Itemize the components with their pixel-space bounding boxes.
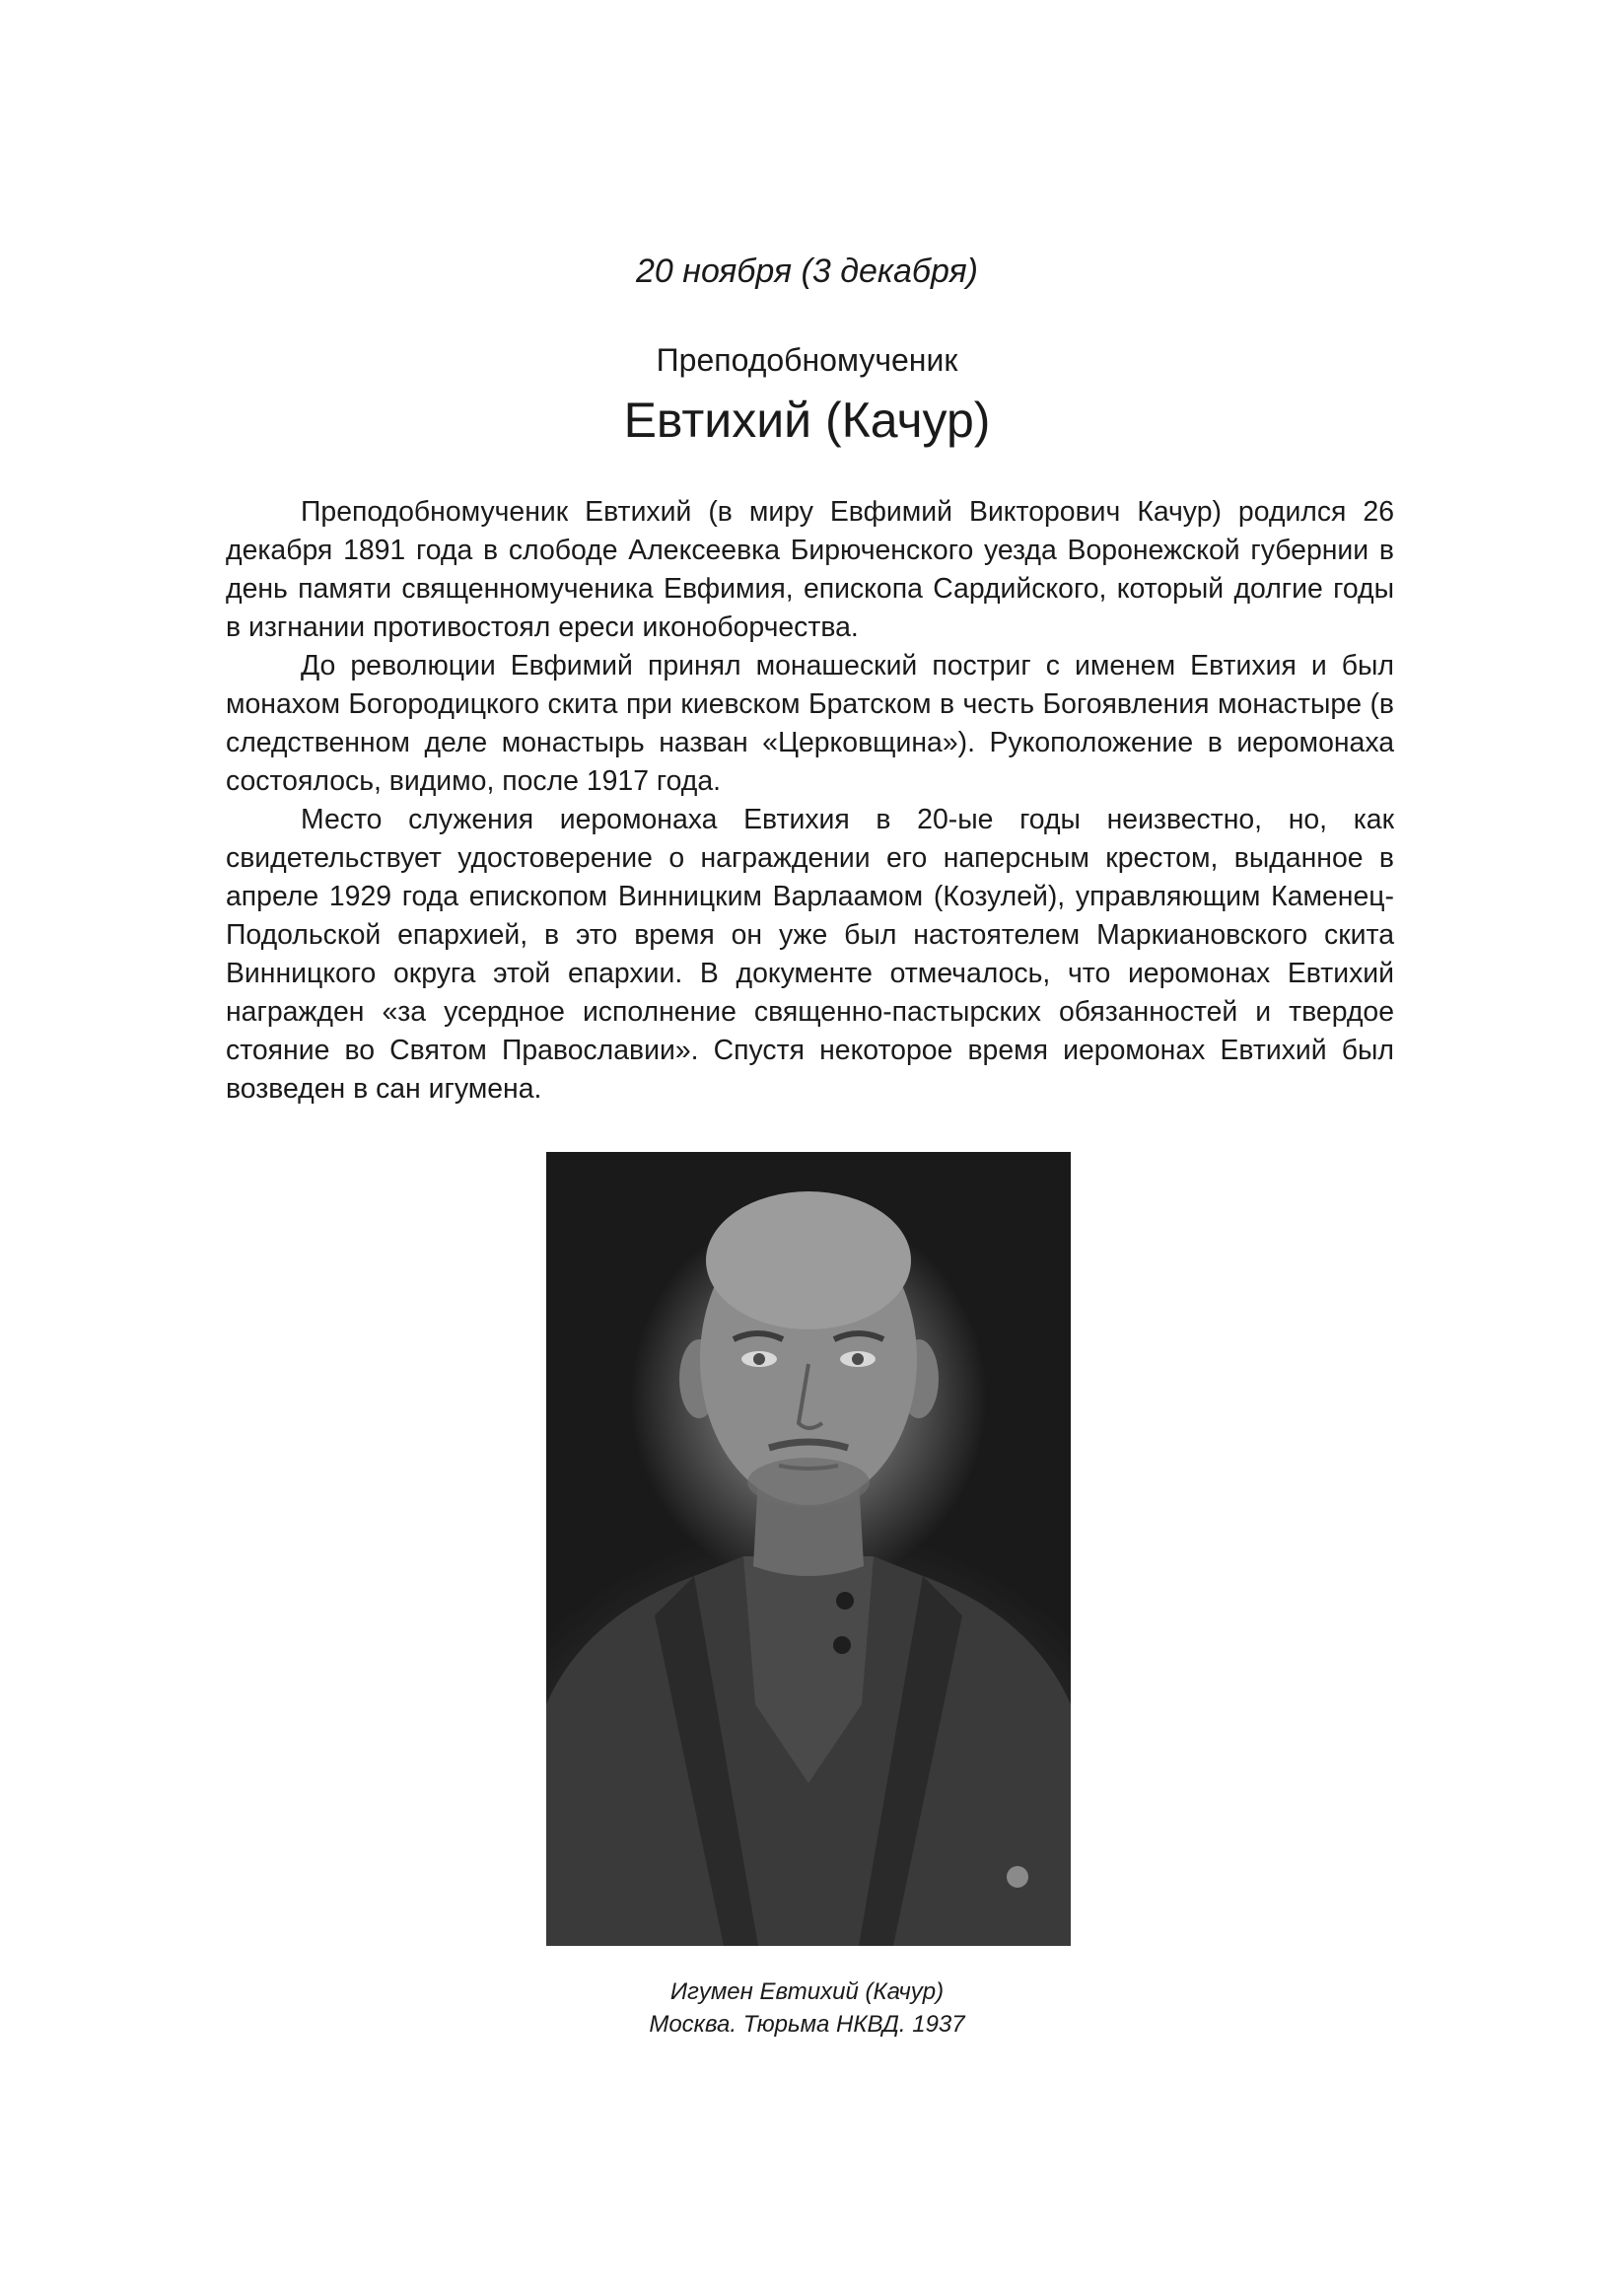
portrait-photo-illustration (546, 1152, 1071, 1946)
paragraph-1: Преподобномученик Евтихий (в миру Евфимий Викторович Качур) родился 26 декабря 1891 года в слободе Алексеевка Бирюченского уезда Воронежской губернии в день памяти священномученика Евфимия, епископа Сардийского, который долгие годы в изгнании противостоял ереси иконоборчества. (226, 496, 1394, 643)
page-subtitle: Преподобномученик (656, 342, 958, 378)
article-body (226, 493, 1394, 1109)
photo-caption-line-2: Москва. Тюрьма НКВД. 1937 (649, 2011, 965, 2038)
photo-caption-line-1: Игумен Евтихий (Качур) (669, 1978, 945, 2005)
paragraph-3: Место служения иеромонаха Евтихия в 20-ые годы неизвестно, но, как свидетельствует удостоверение о награждении его наперсным крестом, выданное в апреле 1929 года епископом Винницким Варлаамом (Козулей), управляющим Каменец-Подольской епархией, в это время он уже был настоятелем Маркиановского скита Винницкого округа этой епархии. В документе отмечалось, что иеромонах Евтихий награжден «за усердное исполнение священно-пастырских обязанностей и твердое стояние во Святом Православии». Спустя некоторое время иеромонах Евтихий был возведен в сан игумена. (226, 804, 1394, 1105)
page-date: 20 ноября (3 декабря) (635, 252, 979, 290)
page-title: Евтихий (Качур) (623, 393, 991, 448)
paragraph-2: До революции Евфимий принял монашеский постриг с именем Евтихия и был монахом Богородицкого скита при киевском Братском в честь Богоявления монастыре (в следственном деле монастырь назван «Церковщина»). Рукоположение в иеромонаха состоялось, видимо, после 1917 года. (226, 650, 1394, 797)
photo-caption (0, 1975, 1614, 2041)
portrait-photo (546, 1152, 1071, 1946)
